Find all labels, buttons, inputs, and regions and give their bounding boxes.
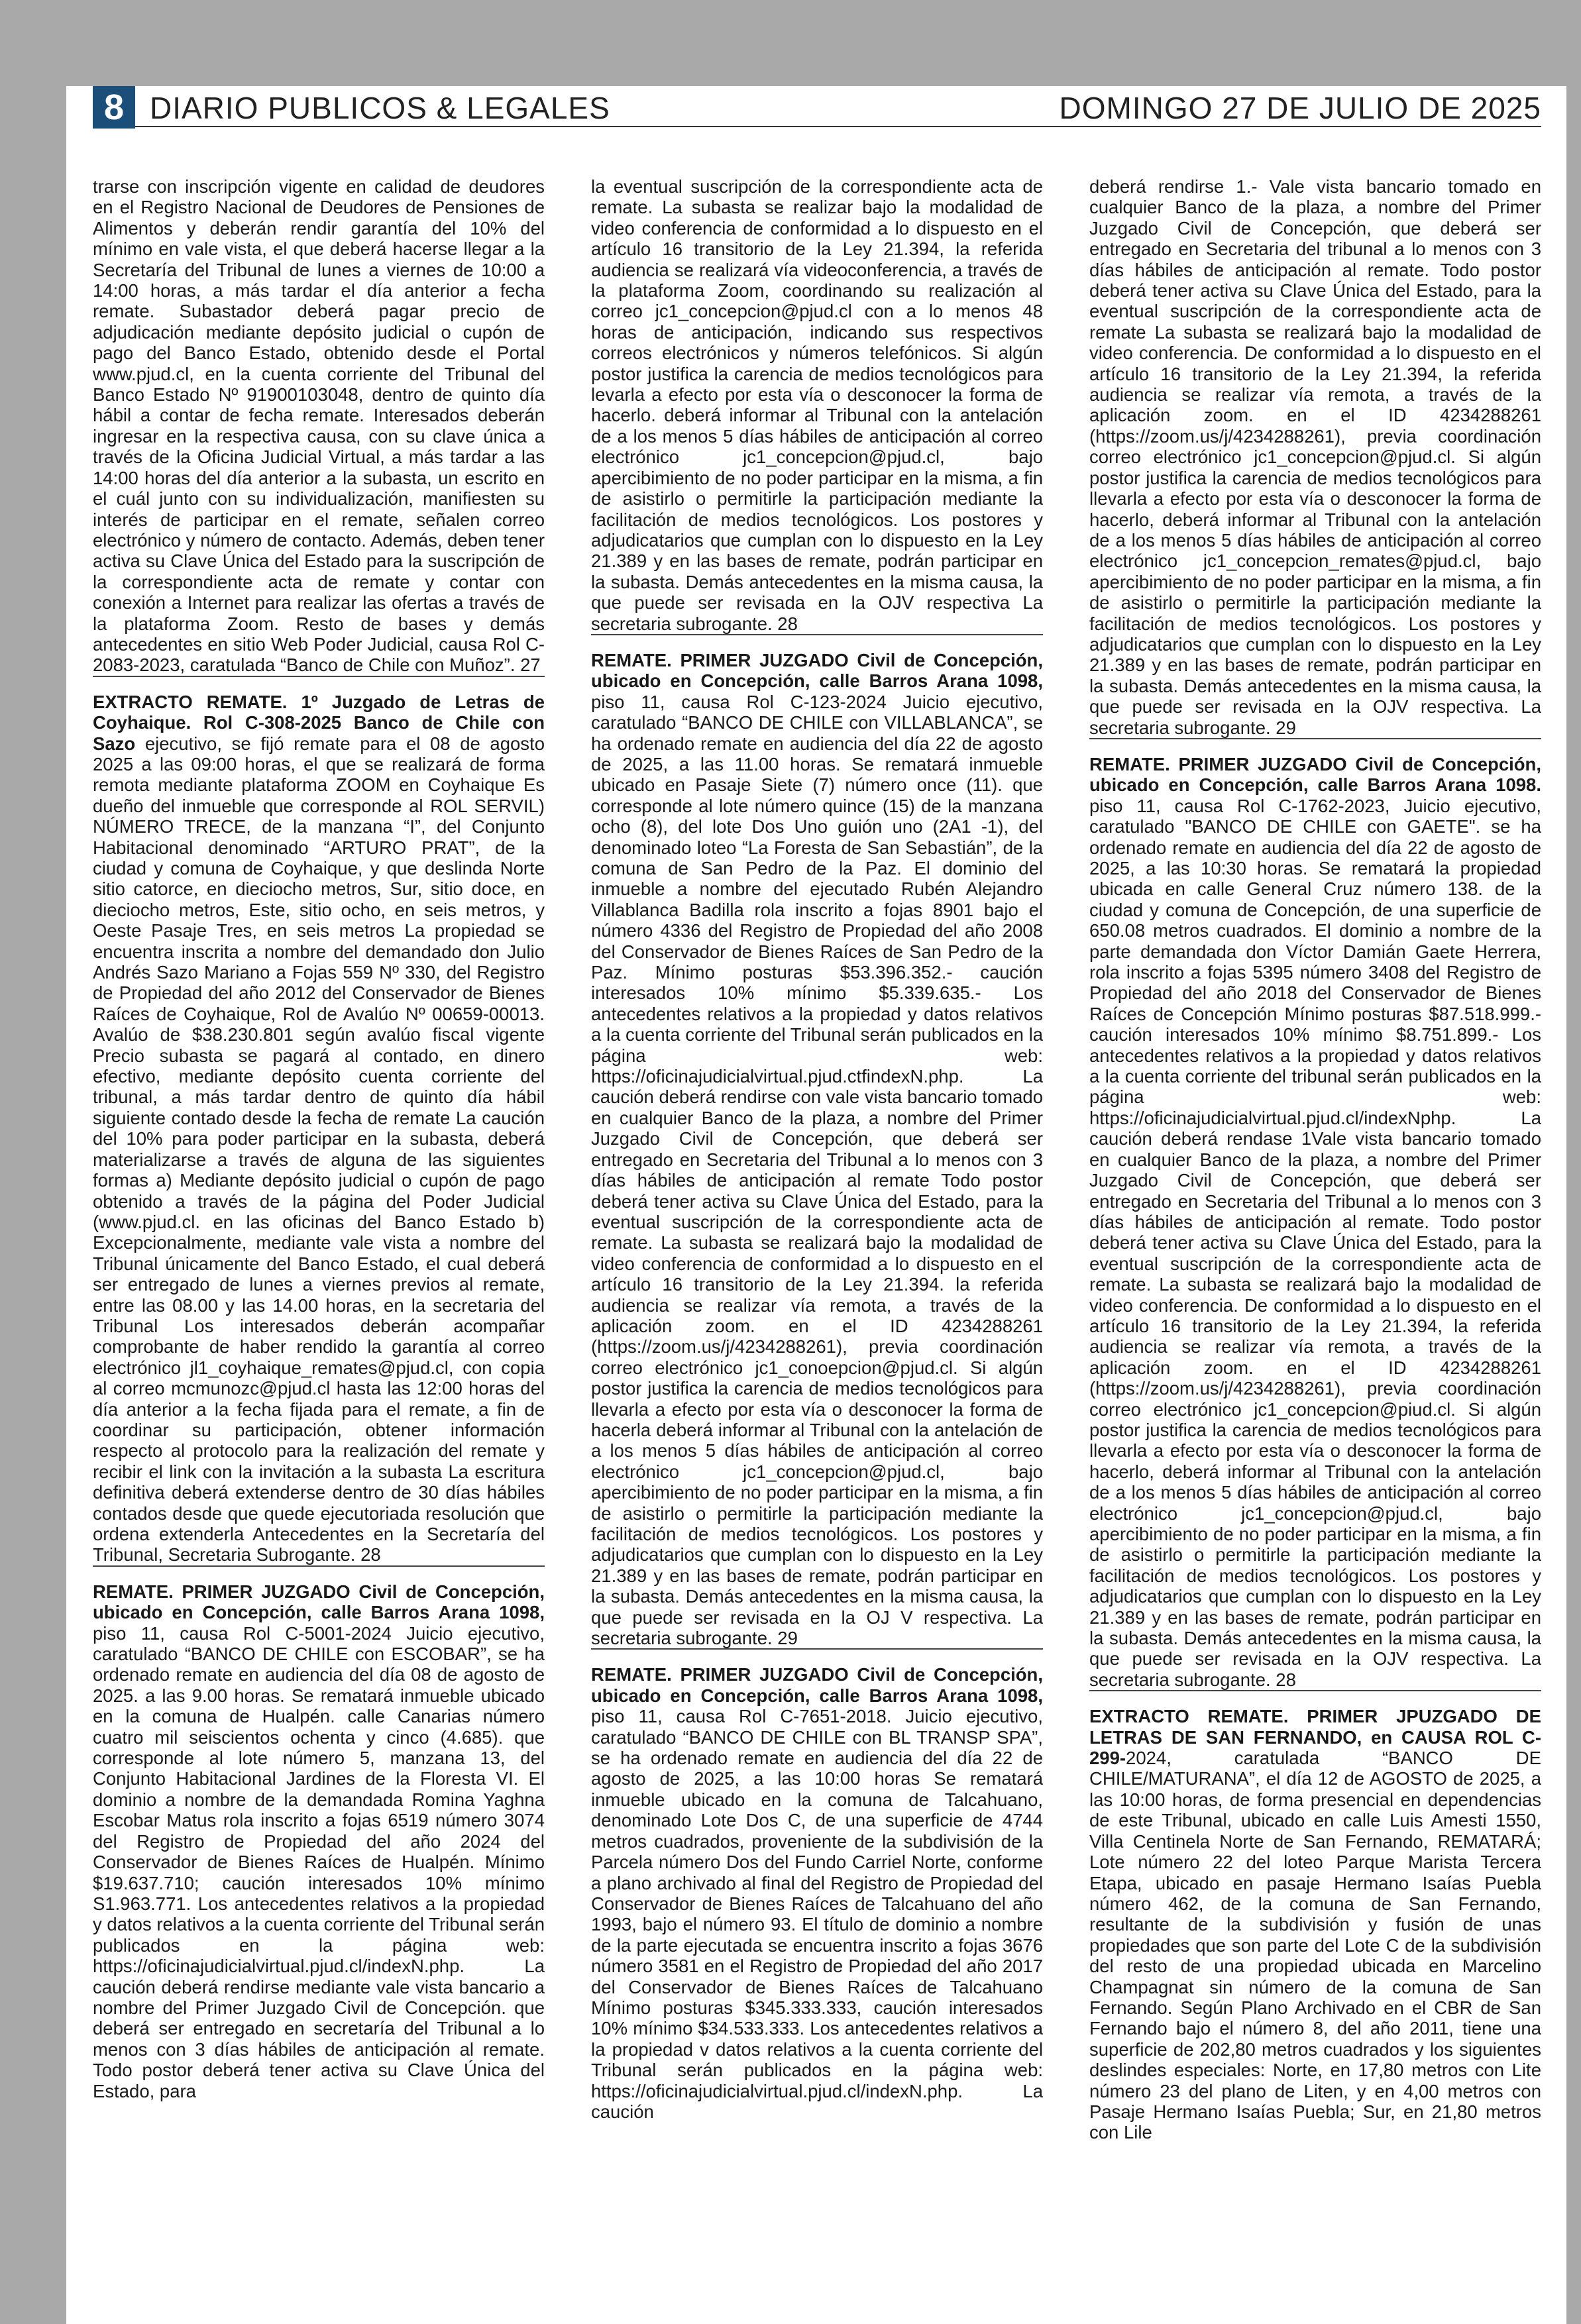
- notice-body: piso 11, causa Rol C-1762-2023, Juicio ejecutivo, caratulado "BANCO DE CHILE con GAETE". se ha ordenado remate en audiencia del día 22 de agosto de 2025, a las 10:30 horas. Se rematará la propiedad ubicada en calle General Cruz número 138. de la ciudad y comuna de Concepción, de una superficie de 650.08 metros cuadrados. El dominio a nombre de la parte demandada don Víctor Damián Gaete Herrera, rola inscrito a fojas 5395 número 3408 del Registro de Propiedad del año 2018 del Conservador de Bienes Raíces de Concepción Mínimo posturas $87.518.999.- caución interesados 10% mínimo $8.751.899.- Los antecedentes relativos a la propiedad y datos relativos a la cuenta corriente del tribunal serán publicados en la página web: https://oficinajudicialvirtual.pjud.cl/indexNphp. La caución deberá rendase 1Vale vista bancario tomado en cualquier Banco de la plaza, a nombre del Primer Juzgado Civil de Concepción, que deberá ser entregado en Secretaria del Tribunal a lo menos con 3 días hábiles de anticipación al remate. Todo postor deberá tener activa su Clave Única del Estado, para la eventual suscripción de la correspondiente acta de remate. La subasta se realizará bajo la modalidad de video conferencia. De conformidad a lo dispuesto en el artículo 16 transitorio de la Ley 21.394, la referida audiencia se realizar vía remota, a través de la aplicación zoom. en el ID 4234288261 (https://zoom.us/j/4234288261), previa coordinación correo electrónico jc1_concepcion@piud.cl. Si algún postor justifica la carencia de medios tecnológicos para llevarla a efecto por esta vía o desconocer la forma de hacerlo, deberá informar al Tribunal con la antelación de a los menos 5 días hábiles de anticipación al correo electrónico jc1_concepcion@pjud.cl, bajo apercibimiento de no poder participar en la misma, a fin de asistirlo o permitirle la participación mediante la facilitación de medios tecnológicos. Los postores y adjudicatarios que cumplan con lo dispuesto en la Ley 21.389 y en las bases de remate, podrán participar en la subasta. Demás antecedentes en la misma causa, la que puede ser revisada en la OJV respectiva. La secretaria subrogante. 28: [1089, 795, 1541, 1690]
- notice-heading: EXTRACTO REMATE. PRIMER JPUZGADO DE LETRAS DE SAN FERNANDO, en CAUSA ROL C-299-: [1089, 1706, 1541, 1769]
- notice-heading: REMATE. PRIMER JUZGADO Civil de Concepción, ubicado en Concepción, calle Barros Arana 1098.: [1089, 753, 1541, 796]
- legal-notice: [591, 176, 1043, 634]
- column-1: [93, 176, 545, 2296]
- columns-container: [93, 176, 1541, 2296]
- legal-notice: [1089, 1690, 1541, 2143]
- legal-notice: [1089, 176, 1541, 738]
- publication-title: DIARIO PUBLICOS & LEGALES: [150, 91, 610, 125]
- notice-body: trarse con inscripción vigente en calidad de deudores en el Registro Nacional de Deudores de Pensiones de Alimentos y deberán rendir garantía del 10% del mínimo en vale vista, el que deberá hacerse llegar a la Secretaría del Tribunal de lunes a viernes de 10:00 a 14:00 horas, a más tardar el día anterior a fecha remate. Subastador deberá pagar precio de adjudicación mediante depósito judicial o cupón de pago del Banco Estado, obtenido desde el Portal www.pjud.cl, en la cuenta corriente del Tribunal del Banco Estado Nº 91900103048, dentro de quinto día hábil a contar de fecha remate. Interesados deberán ingresar en la respectiva causa, con su clave única a través de la Oficina Judicial Virtual, a más tardar a las 14:00 horas del día anterior a la subasta, un escrito en el cuál junto con su individualización, manifiesten su interés de participar en el remate, señalen correo electrónico y número de contacto. Además, deben tener activa su Clave Única del Estado para la suscripción de la correspondiente acta de remate y contar con conexión a Internet para realizar las ofertas a través de la plataforma Zoom. Resto de bases y demás antecedentes en sitio Web Poder Judicial, causa Rol C-2083-2023, caratulada “Banco de Chile con Muñoz”. 27: [93, 176, 545, 676]
- notice-body: piso 11, causa Rol C-5001-2024 Juicio ejecutivo, caratulado “BANCO DE CHILE con ESCOBAR”, se ha ordenado remate en audiencia del día 08 de agosto de 2025. a las 9.00 horas. Se rematará inmueble ubicado en la comuna de Hualpén. calle Canarias número cuatro mil seiscientos ochenta y cinco (4.685). que corresponde al lote número 5, manzana 13, del Conjunto Habitacional Jardines de la Floresta VI. El dominio a nombre de la demandada Romina Yaghna Escobar Matus rola inscrito a fojas 6519 número 3074 del Registro de Propiedad del año 2024 del Conservador de Bienes Raíces de Hualpén. Mínimo $19.637.710; caución interesados 10% mínimo S1.963.771. Los antecedentes relativos a la propiedad y datos relativos a la cuenta corriente del Tribunal serán publicados en la página web: https://oficinajudicialvirtual.pjud.cl/indexN.php. La caución deberá rendirse mediante vale vista bancario a nombre del Primer Juzgado Civil de Concepción. que deberá ser entregado en secretaría del Tribunal a lo menos con 3 días hábiles de anticipación al remate. Todo postor deberá tener activa su Clave Única del Estado, para: [93, 1622, 545, 2101]
- notice-body: la eventual suscripción de la correspondiente acta de remate. La subasta se realizar bajo la modalidad de video conferencia de conformidad a lo dispuesto en el artículo 16 transitorio de la Ley 21.394, la referida audiencia se realizará vía videoconferencia, a través de la plataforma Zoom, coordinando su realización al correo jc1_concepcion@pjud.cl con a lo menos 48 horas de anticipación, indicando sus respectivos correos electrónicos y números telefónicos. Si algún postor justifica la carencia de medios tecnológicos para levarla a efecto por esta vía o desconocer la forma de hacerlo. deberá informar al Tribunal con la antelación de a los menos 5 días hábiles de anticipación al correo electrónico jc1_concepcion@pjud.cl, bajo apercibimiento de no poder participar en la misma, a fin de asistirlo o permitirle la participación mediante la facilitación de medios tecnológicos. Los postores y adjudicatarios que cumplan con lo dispuesto en la Ley 21.389 y en las bases de remate, podrán participar en la subasta. Demás antecedentes en la misma causa, la que puede ser revisada en la OJV respectiva La secretaria subrogante. 28: [591, 176, 1043, 634]
- notice-heading: EXTRACTO REMATE. 1º Juzgado de Letras de Coyhaique. Rol C-308-2025 Banco de Chile con Sazo: [93, 691, 545, 754]
- notice-body: piso 11, causa Rol C-7651-2018. Juicio ejecutivo, caratulado “BANCO DE CHILE con BL TRANSP SPA”, se ha ordenado remate en audiencia del día 22 de agosto de 2025, a las 10:00 horas Se rematará inmueble ubicado en la comuna de Talcahuano, denominado Lote Dos C, de una superficie de 4744 metros cuadrados, proveniente de la subdivisión de la Parcela número Dos del Fundo Carriel Norte, conforme a plano archivado al final del Registro de Propiedad del Conservador de Bienes Raíces de Talcahuano del año 1993, bajo el número 93. El título de dominio a nombre de la parte ejecutada se encuentra inscrito a fojas 3676 número 3581 en el Registro de Propiedad del año 2017 del Conservador de Bienes Raíces de Talcahuano Mínimo posturas $345.333.333, caución interesados 10% mínimo $34.533.333. Los antecedentes relativos a la propiedad v datos relativos a la cuenta corriente del Tribunal serán publicados en la página web: https://oficinajudicialvirtual.pjud.cl/indexN.php. La caución: [591, 1706, 1043, 2122]
- legal-notice: [93, 1565, 545, 2101]
- legal-notice: [1089, 738, 1541, 1690]
- page-number: 8: [93, 86, 135, 129]
- notice-body: 2024, caratulada “BANCO DE CHILE/MATURANA”, el día 12 de AGOSTO de 2025, a las 10:00 horas, de forma presencial en dependencias de este Tribunal, ubicado en calle Luis Amesti 1550, Villa Centinela Norte de San Fernando, REMATARÁ; Lote número 22 del loteo Parque Marista Tercera Etapa, ubicado en pasaje Hermano Isaías Puebla número 462, de la comuna de San Fernando, resultante de la subdivisión y fusión de unas propiedades que son parte del Lote C de la subdivisión del resto de una propiedad ubicada en Marcelino Champagnat sin número de la comuna de San Fernando. Según Plano Archivado en el CBR de San Fernando bajo el número 8, del año 2011, tiene una superficie de 202,80 metros cuadrados y los siguientes deslindes especiales: Norte, en 17,80 metros con Lite número 23 del plano de Liten, y en 4,00 metros con Pasaje Hermano Isaías Puebla; Sur, en 21,80 metros con Lile: [1089, 1748, 1541, 2143]
- notice-body: ejecutivo, se fijó remate para el 08 de agosto 2025 a las 09:00 horas, el que se realizará de forma remota mediante plataforma ZOOM en Coyhaique Es dueño del inmueble que corresponde al ROL SERVIL) NÚMERO TRECE, de la manzana “I”, del Conjunto Habitacional denominado “ARTURO PRAT”, de la ciudad y comuna de Coyhaique, y que deslinda Norte sitio catorce, en dieciocho metros, Sur, sitio doce, en dieciocho metros, Este, sitio ocho, en seis metros, y Oeste Pasaje Tres, en seis metros La propiedad se encuentra inscrita a nombre del demandado don Julio Andrés Sazo Mariano a Fojas 559 Nº 330, del Registro de Propiedad del año 2012 del Conservador de Bienes Raíces de Coyhaique, Rol de Avalúo Nº 00659-00013. Avalúo de $38.230.801 según avalúo fiscal vigente Precio subasta se pagará al contado, en dinero efectivo, mediante depósito cuenta corriente del tribunal, a más tardar dentro de quinto día hábil siguiente contado desde la fecha de remate La caución del 10% para poder participar en la subasta, deberá materializarse a través de alguna de las siguientes formas a) Mediante depósito judicial o cupón de pago obtenido a través de la página del Poder Judicial (www.pjud.cl. en las oficinas del Banco Estado b) Excepcionalmente, mediante vale vista a nombre del Tribunal únicamente del Banco Estado, el cual deberá ser entregado de lunes a viernes previos al remate, entre las 08.00 y las 14.00 horas, en la secretaria del Tribunal Los interesados deberán acompañar comprobante de haber rendido la garantía al correo electrónico jl1_coyhaique_remates@pjud.cl, con copia al correo mcmunozc@pjud.cl hasta las 12:00 horas del día anterior a la fecha fijada para el remate, a fin de coordinar su participación, obtener información respecto al protocolo para la realización del remate y recibir el link con la invitación a la subasta La escritura definitiva deberá extenderse dentro de 30 días hábiles contados desde que quede ejecutoriada resolución que ordena extenderla Antecedentes en la Secretaría del Tribunal, Secretaria Subrogante. 28: [93, 733, 545, 1565]
- notice-body: deberá rendirse 1.- Vale vista bancario tomado en cualquier Banco de la plaza, a nombre del Primer Juzgado Civil de Concepción, que deberá ser entregado en Secretaria del tribunal a lo menos con 3 días hábiles de anticipación al remate. Todo postor deberá tener activa su Clave Única del Estado, para la eventual suscripción de la correspondiente acta de remate La subasta se realizará bajo la modalidad de video conferencia. De conformidad a lo dispuesto en el artículo 16 transitorio de la Ley 21.394, la referida audiencia se realizar vía remota, a través de la aplicación zoom. en el ID 4234288261 (https://zoom.us/j/4234288261), previa coordinación correo electrónico jc1_concepcion@pjud.cl. Si algún postor justifica la carencia de medios tecnológicos para llevarla a efecto por esta vía o desconocer la forma de hacerlo, deberá informar al Tribunal con la antelación de a los menos 5 días hábiles de anticipación al correo electrónico jc1_concepcion_remates@pjud.cl, bajo apercibimiento de no poder participar en la misma, a fin de asistirlo o permitirle la participación mediante la facilitación de medios tecnológicos. Los postores y adjudicatarios que cumplan con lo dispuesto en la Ley 21.389 y en las bases de remate, podrán participar en la subasta. Demás antecedentes en la misma causa, la que puede ser revisada en la OJV respectiva. La secretaria subrogante. 29: [1089, 176, 1541, 738]
- notice-heading: REMATE. PRIMER JUZGADO Civil de Concepción, ubicado en Concepción, calle Barros Arana 1098,: [591, 1664, 1043, 1706]
- publication-date: DOMINGO 27 DE JULIO DE 2025: [1059, 91, 1541, 125]
- page-header: [93, 86, 1541, 127]
- legal-notice: [591, 634, 1043, 1649]
- notice-heading: REMATE. PRIMER JUZGADO Civil de Concepción, ubicado en Concepción, calle Barros Arana 1098,: [591, 649, 1043, 692]
- legal-notice: [591, 1648, 1043, 2122]
- column-3: [1089, 176, 1541, 2296]
- legal-notice: [93, 176, 545, 676]
- notice-heading: REMATE. PRIMER JUZGADO Civil de Concepción, ubicado en Concepción, calle Barros Arana 1098,: [93, 1581, 545, 1623]
- column-2: [591, 176, 1043, 2296]
- notice-body: piso 11, causa Rol C-123-2024 Juicio ejecutivo, caratulado “BANCO DE CHILE con VILLABLANCA”, se ha ordenado remate en audiencia del día 22 de agosto de 2025, a las 11.00 horas. Se rematará inmueble ubicado en Pasaje Siete (7) número once (11). que corresponde al lote número quince (15) de la manzana ocho (8), del lote Dos Uno guión uno (2A1 -1), del denominado loteo “La Foresta de San Sebastián”, de la comuna de San Pedro de la Paz. El dominio del inmueble a nombre del ejecutado Rubén Alejandro Villablanca Badilla rola inscrito a fojas 8901 bajo el número 4336 del Registro de Propiedad del año 2008 del Conservador de Bienes Raíces de San Pedro de la Paz. Mínimo posturas $53.396.352.- caución interesados 10% mínimo $5.339.635.- Los antecedentes relativos a la propiedad y datos relativos a la cuenta corriente del Tribunal serán publicados en la página web: https://oficinajudicialvirtual.pjud.ctfindexN.php. La caución deberá rendirse con vale vista bancario tomado en cualquier Banco de la plaza, a nombre del Primer Juzgado Civil de Concepción, que deberá ser entregado en Secretaria del Tribunal a lo menos con 3 días hábiles de anticipación al remate Todo postor deberá tener activa su Clave Única del Estado, para la eventual suscripción de la correspondiente acta de remate. La subasta se realizará bajo la modalidad de video conferencia de conformidad a lo dispuesto en el artículo 16 transitorio de la Ley 21.394. la referida audiencia se realizar vía remota, a través de la aplicación zoom. en el ID 4234288261 (https://zoom.us/j/4234288261), previa coordinación correo electrónico jc1_conoepcion@pjud.cl. Si algún postor justifica la carencia de medios tecnológicos para llevarla a efecto por esta vía o desconocer la forma de hacerla deberá informar al Tribunal con la antelación de a los menos 5 días hábiles de anticipación al correo electrónico jc1_concepcion@pjud.cl, bajo apercibimiento de no poder participar en la misma, a fin de asistirlo o permitirle la participación mediante la facilitación de medios tecnológicos. Los postores y adjudicatarios que cumplan con lo dispuesto en la Ley 21.389 y en las bases de remate, podrán participar en la subasta. Demás antecedentes en la misma causa, la que puede ser revisada en la OJ V respectiva. La secretaria subrogante. 29: [591, 691, 1043, 1649]
- legal-notice: [93, 676, 545, 1565]
